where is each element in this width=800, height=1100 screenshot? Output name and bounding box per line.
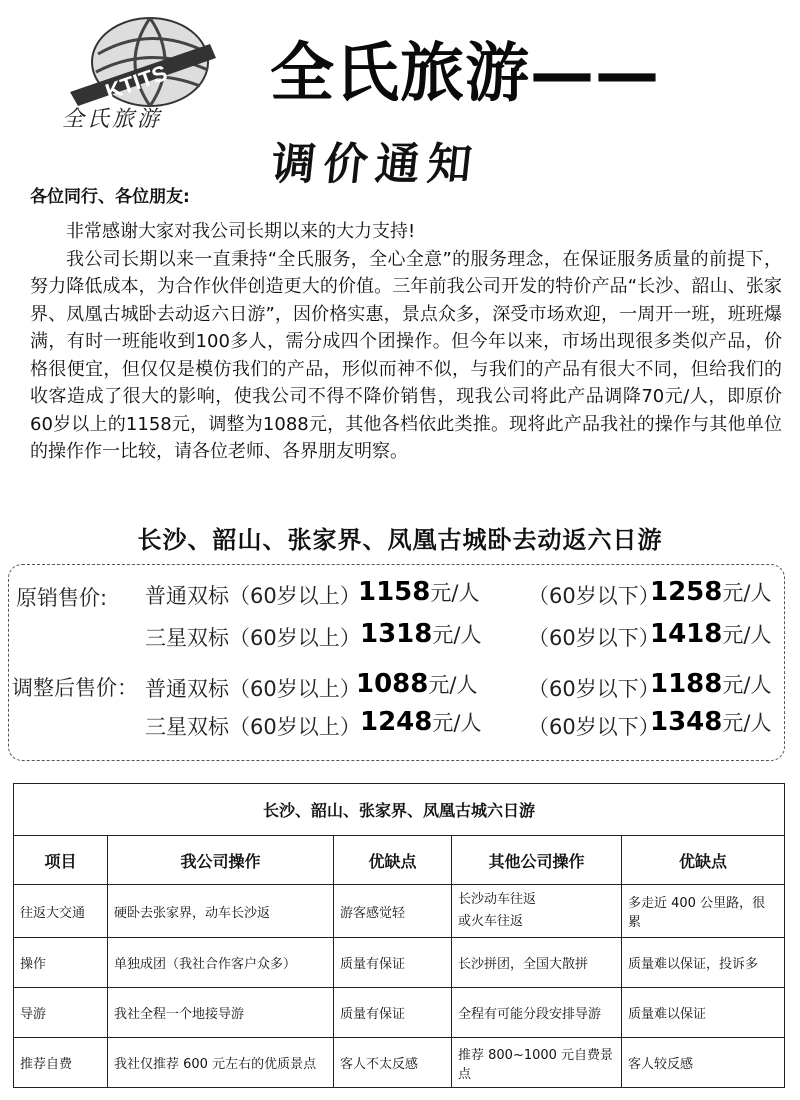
tier-label: 普通双标（60岁以上） [145, 584, 361, 608]
price-number: 1318 [360, 619, 433, 649]
table-title: 长沙、韶山、张家界、凤凰古城六日游 [14, 784, 785, 836]
tier-label: （60岁以下） [528, 677, 660, 701]
cell-others-line: 长沙动车往返 [458, 892, 537, 907]
adjusted-price-label: 调整后售价： [12, 676, 138, 700]
table-row [14, 938, 785, 988]
tier-label: 三星双标（60岁以上） [145, 715, 361, 739]
price-value [358, 577, 479, 607]
cell-others: 推荐 800~1000 元自费景点 [452, 1038, 622, 1088]
cell-ours: 我社仅推荐 600 元左右的优质景点 [108, 1038, 334, 1088]
price-value [650, 577, 771, 607]
cell-ours: 硬卧去张家界，动车长沙返 [108, 885, 334, 938]
page-subheadline: 调价通知 [268, 139, 483, 190]
cell-item: 操作 [14, 938, 108, 988]
logo-caption: 全氏旅游 [62, 107, 163, 132]
tier-right [528, 673, 660, 703]
header-others-eval: 优缺点 [622, 836, 785, 885]
price-unit: 元/人 [722, 623, 772, 647]
original-price-label: 原销售价: [16, 586, 108, 610]
cell-ours: 单独成团（我社合作客户众多） [108, 938, 334, 988]
tier-right [528, 622, 660, 652]
table-row [14, 885, 785, 938]
price-value [650, 619, 771, 649]
cell-ours: 我社全程一个地接导游 [108, 988, 334, 1038]
tier-label: （60岁以下） [528, 715, 660, 739]
cell-item: 往返大交通 [14, 885, 108, 938]
price-unit: 元/人 [722, 581, 772, 605]
greeting: 各位同行、各位朋友: [30, 187, 190, 207]
table-row [14, 988, 785, 1038]
tier-right [528, 711, 660, 741]
cell-others-line: 或火车往返 [458, 914, 524, 929]
logo-badge-text: KTITS [102, 60, 171, 105]
page-headline: 全氏旅游—— [270, 37, 660, 111]
paragraph-thanks: 非常感谢大家对我公司长期以来的大力支持! [66, 221, 416, 242]
tier-label: （60岁以下） [528, 584, 660, 608]
cell-item: 导游 [14, 988, 108, 1038]
tier-label: （60岁以下） [528, 626, 660, 650]
globe-logo-icon [60, 14, 230, 114]
product-title: 长沙、韶山、张家界、凤凰古城卧去动返六日游 [137, 526, 663, 554]
price-number: 1088 [356, 669, 429, 699]
price-unit: 元/人 [722, 673, 772, 697]
price-unit: 元/人 [432, 711, 482, 735]
cell-others-eval: 质量难以保证，投诉多 [622, 938, 785, 988]
price-unit: 元/人 [428, 673, 478, 697]
table-header-row [14, 836, 785, 885]
price-unit: 元/人 [722, 711, 772, 735]
price-value [360, 619, 481, 649]
price-row [145, 580, 361, 610]
header-item: 项目 [14, 836, 108, 885]
price-number: 1248 [360, 707, 433, 737]
comparison-table [13, 783, 785, 1088]
price-number: 1158 [358, 577, 431, 607]
price-row [145, 622, 361, 652]
cell-others: 全程有可能分段安排导游 [452, 988, 622, 1038]
tier-right [528, 580, 660, 610]
notice-body [30, 218, 782, 466]
price-value [650, 669, 771, 699]
price-number: 1418 [650, 619, 723, 649]
header-ours: 我公司操作 [108, 836, 334, 885]
price-row [145, 673, 361, 703]
tier-label: 三星双标（60岁以上） [145, 626, 361, 650]
cell-item: 推荐自费 [14, 1038, 108, 1088]
cell-others-eval: 客人较反感 [622, 1038, 785, 1088]
cell-ours-eval: 客人不太反感 [334, 1038, 452, 1088]
price-value [356, 669, 477, 699]
header-ours-eval: 优缺点 [334, 836, 452, 885]
cell-ours-eval: 质量有保证 [334, 988, 452, 1038]
price-row [145, 711, 361, 741]
paragraph-main: 我公司长期以来一直秉持“全氏服务，全心全意”的服务理念，在保证服务质量的前提下，努力降低成本，为合作伙伴创造更大的价值。三年前我公司开发的特价产品“长沙、韶山、张家界、凤凰古城卧去动返六日游”，因价格实惠，景点众多，深受市场欢迎，一周开一班，班班爆满，有时一班能收到100多人，需分成四个团操作。但今年以来，市场出现很多类似产品，价格很便宜，但仅仅是模仿我们的产品，形似而神不似，与我们的产品有很大不同，但给我们的收客造成了很大的影响，使我公司不得不降价销售，现我公司将此产品调降70元/人，即原价60岁以上的1158元，调整为1088元，其他各档依此类推。现将此产品我社的操作与其他单位的操作作一比较，请各位老师、各界朋友明察。 [30, 248, 782, 462]
price-unit: 元/人 [430, 581, 480, 605]
price-value [650, 707, 771, 737]
cell-others-eval: 质量难以保证 [622, 988, 785, 1038]
table-row [14, 1038, 785, 1088]
cell-ours-eval: 质量有保证 [334, 938, 452, 988]
price-number: 1348 [650, 707, 723, 737]
price-number: 1258 [650, 577, 723, 607]
header-others: 其他公司操作 [452, 836, 622, 885]
cell-ours-eval: 游客感觉轻 [334, 885, 452, 938]
cell-others-eval: 多走近 400 公里路，很累 [622, 885, 785, 938]
tier-label: 普通双标（60岁以上） [145, 677, 361, 701]
price-unit: 元/人 [432, 623, 482, 647]
cell-others [452, 885, 622, 938]
price-value [360, 707, 481, 737]
cell-others: 长沙拼团，全国大散拼 [452, 938, 622, 988]
price-number: 1188 [650, 669, 723, 699]
